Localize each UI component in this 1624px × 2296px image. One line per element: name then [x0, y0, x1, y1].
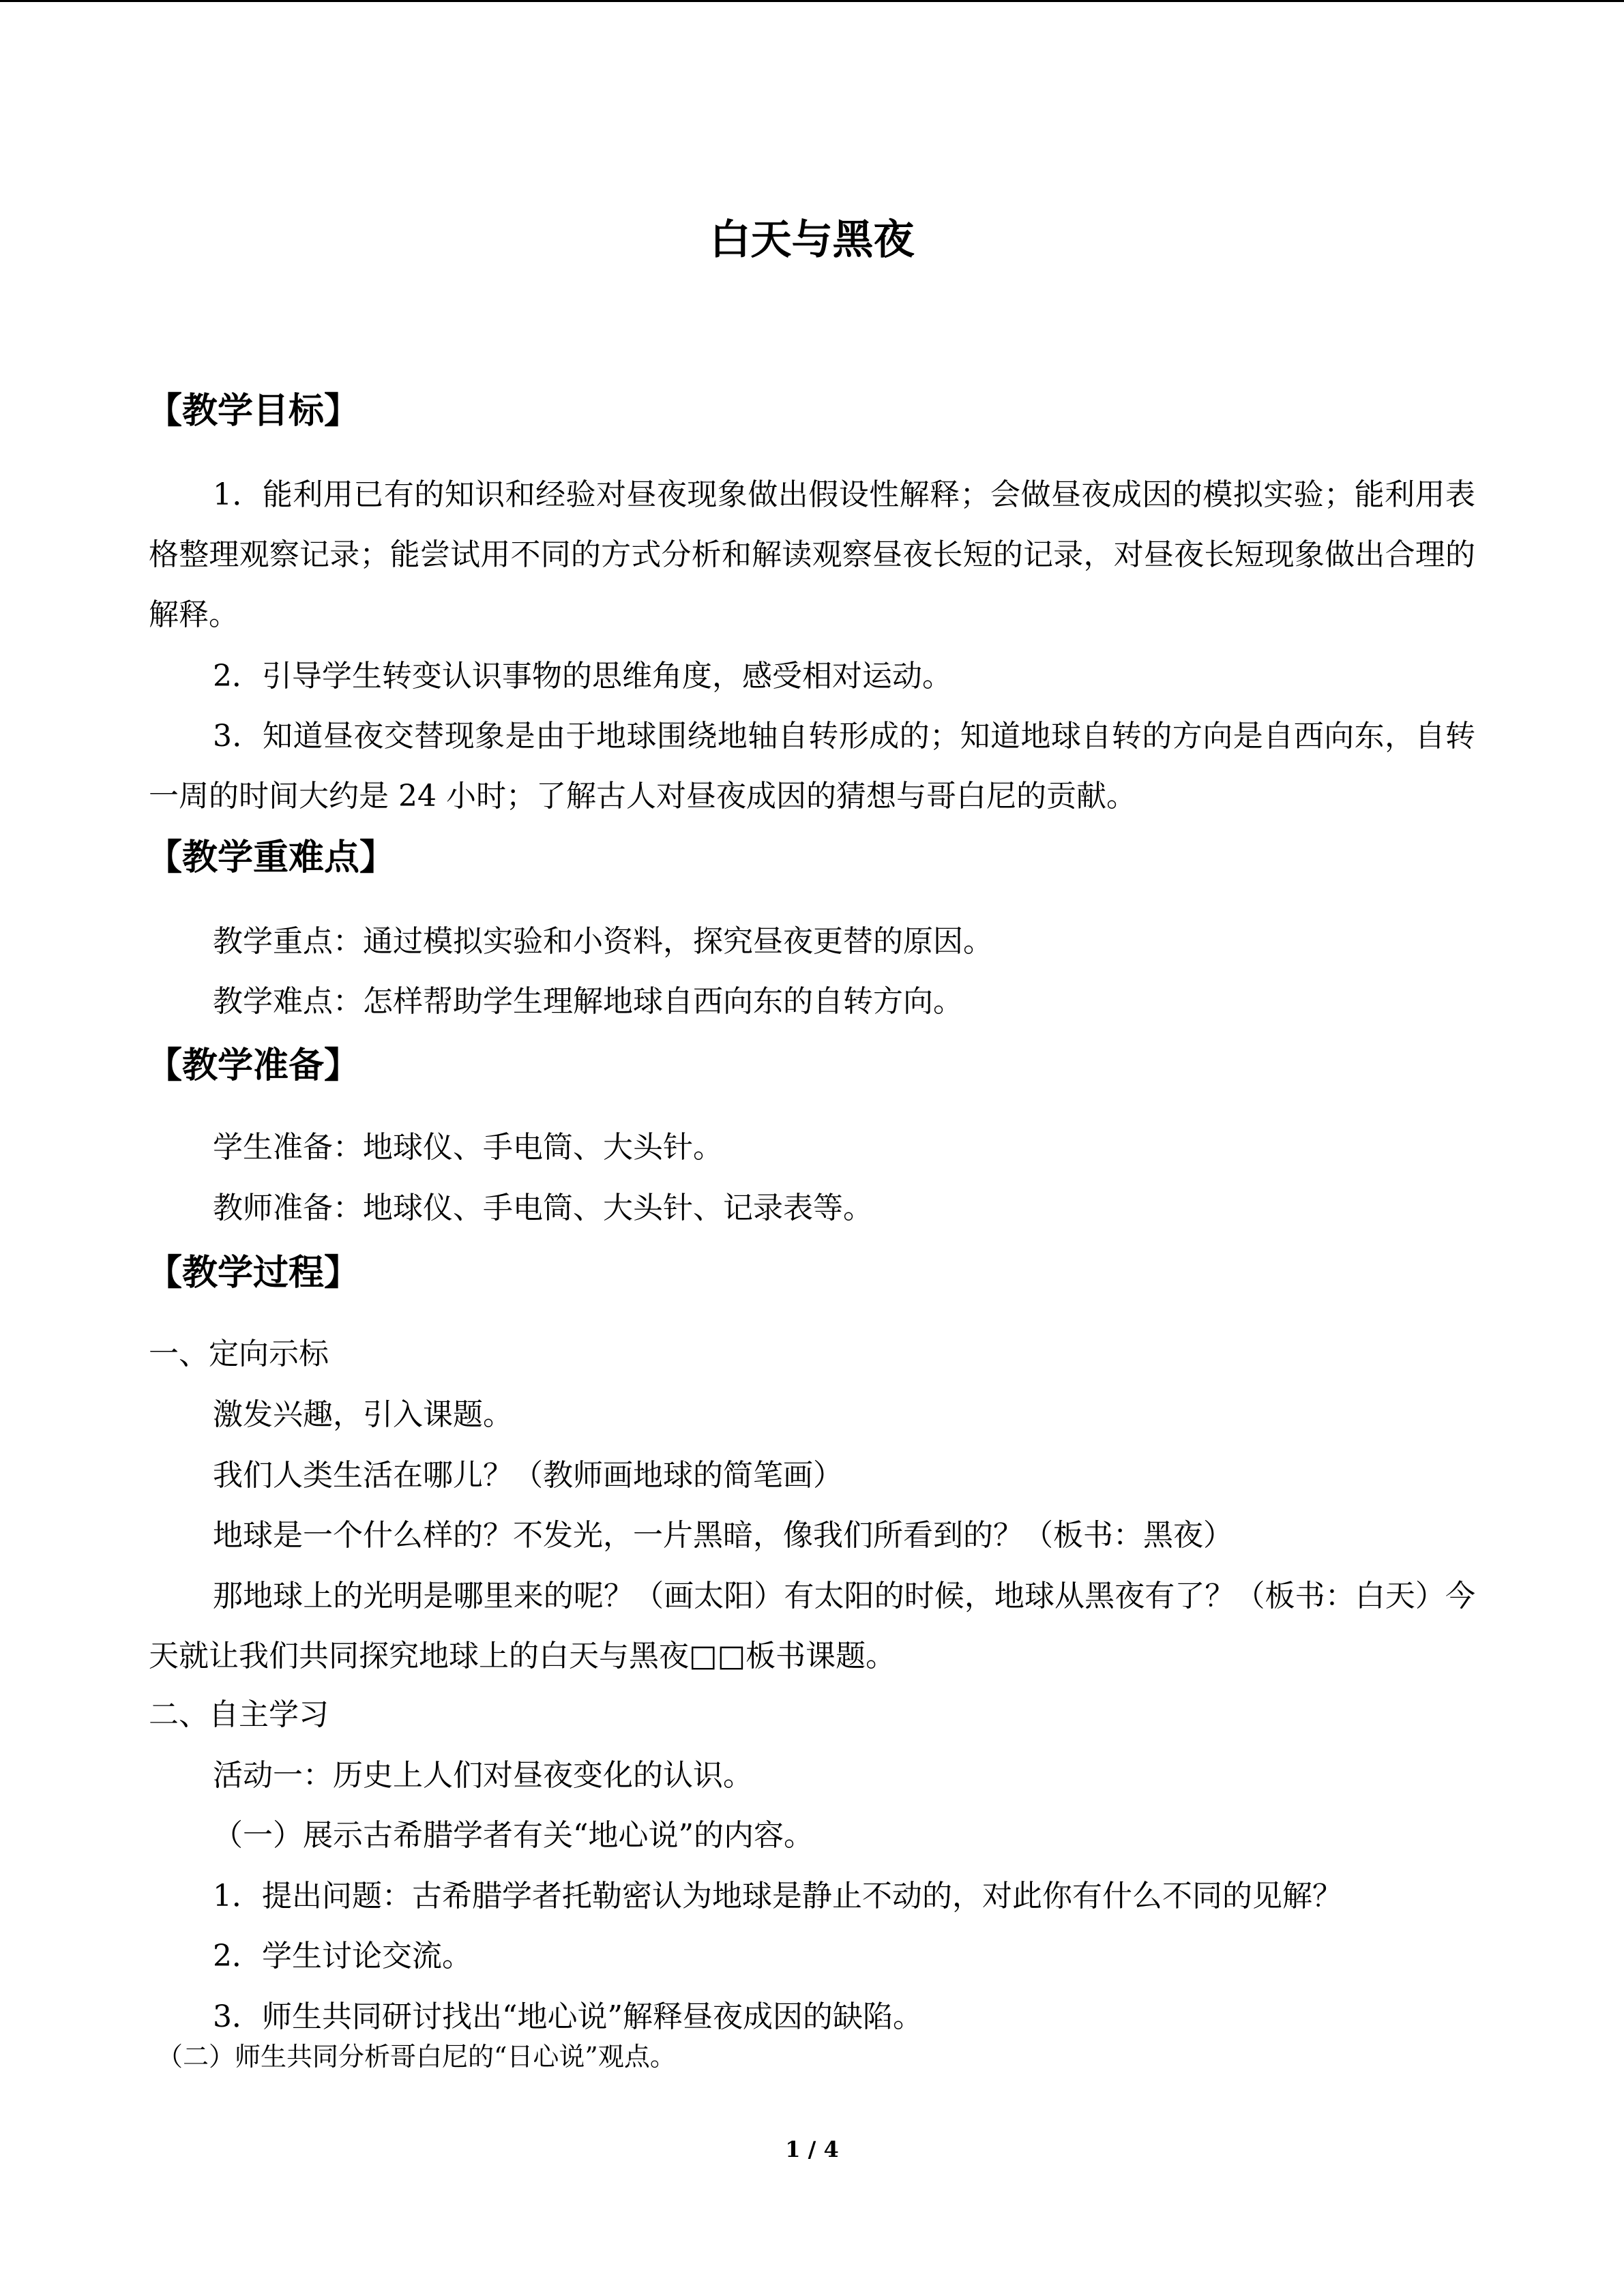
process-part1-line: 那地球上的光明是哪里来的呢？（画太阳）有太阳的时候，地球从黑夜有了？（板书：白天）今天就让我们共同探究地球上的白天与黑夜□□板书课题。	[149, 1579, 1475, 1673]
page-number: 1 / 4	[785, 2136, 839, 2162]
process-part1-line: 我们人类生活在哪儿？（教师画地球的简笔画）	[213, 1458, 843, 1493]
activity-one: 活动一：历史上人们对昼夜变化的认识。	[213, 1758, 753, 1793]
sub-section-two: （二）师生共同分析哥白尼的“日心说”观点。	[157, 2042, 676, 2072]
step-item: 1．提出问题：古希腊学者托勒密认为地球是静止不动的，对此你有什么不同的见解？	[213, 1879, 1342, 1913]
prep-students: 学生准备：地球仪、手电筒、大头针。	[213, 1130, 723, 1165]
goal-item-2: 2．引导学生转变认识事物的思维角度，感受相对运动。	[213, 659, 952, 694]
process-part2-title: 二、自主学习	[149, 1697, 329, 1732]
goal-item-1: 1．能利用已有的知识和经验对昼夜现象做出假设性解释；会做昼夜成因的模拟实验；能利用表格整理观察记录；能尝试用不同的方式分析和解读观察昼夜长短的记录，对昼夜长短现象做出合理的解释。	[149, 477, 1475, 632]
heading-key-points: 【教学重难点】	[147, 837, 396, 878]
heading-preparation: 【教学准备】	[147, 1045, 360, 1086]
document-title: 白天与黑夜	[709, 216, 915, 264]
step-item: 3．师生共同研讨找出“地心说”解释昼夜成因的缺陷。	[213, 1999, 923, 2034]
process-part1-title: 一、定向示标	[149, 1337, 329, 1371]
top-border-line	[0, 0, 1624, 2]
key-point-focus: 教学重点：通过模拟实验和小资料，探究昼夜更替的原因。	[213, 924, 993, 959]
process-part1-line: 地球是一个什么样的？不发光，一片黑暗，像我们所看到的？（板书：黑夜）	[213, 1518, 1233, 1553]
sub-section-one: （一）展示古希腊学者有关“地心说”的内容。	[213, 1818, 814, 1853]
goal-item-3: 3．知道昼夜交替现象是由于地球围绕地轴自转形成的；知道地球自转的方向是自西向东，自转一周的时间大约是 24 小时；了解古人对昼夜成因的猜想与哥白尼的贡献。	[149, 719, 1475, 814]
heading-process: 【教学过程】	[147, 1253, 360, 1294]
prep-teacher: 教师准备：地球仪、手电筒、大头针、记录表等。	[213, 1191, 873, 1225]
key-point-difficulty: 教学难点：怎样帮助学生理解地球自西向东的自转方向。	[213, 984, 963, 1019]
step-item: 2．学生讨论交流。	[213, 1939, 472, 1973]
process-part1-line: 激发兴趣，引入课题。	[213, 1397, 513, 1432]
heading-teaching-goals: 【教学目标】	[147, 391, 360, 432]
